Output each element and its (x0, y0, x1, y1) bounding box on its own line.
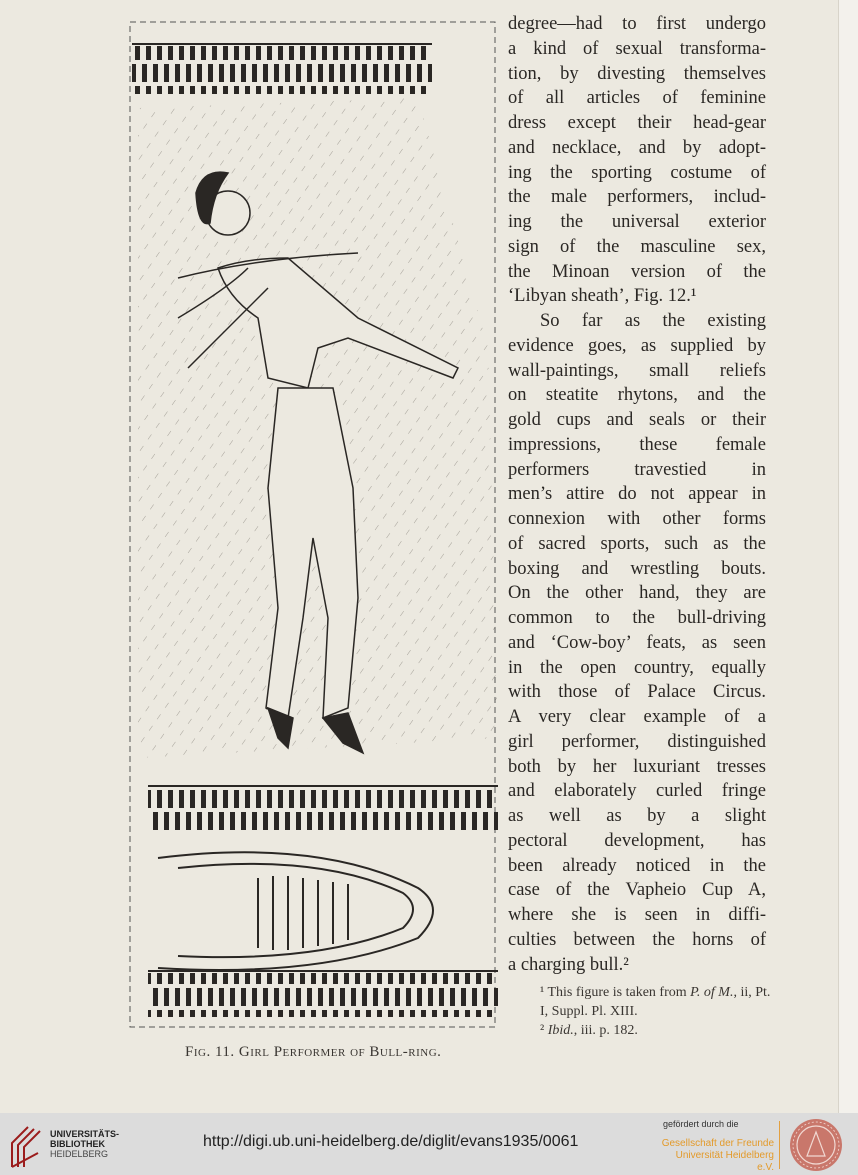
text-line: connexion with other forms (508, 509, 766, 529)
library-name-line: UNIVERSITÄTS- (50, 1129, 120, 1139)
body-text (508, 12, 766, 977)
footnote-text: , iii. p. 182. (573, 1023, 638, 1038)
footnote-ref: Ibid. (547, 1023, 574, 1038)
text-line: of sacred sports, such as the (508, 533, 766, 554)
sponsor-line: Gesellschaft der Freunde (661, 1138, 774, 1149)
text-line: ‘Libyan sheath’, Fig. 12.¹ (508, 286, 697, 307)
text-line: and elaborately curled fringe (508, 781, 766, 802)
text-line: where she is seen in diffi- (508, 905, 766, 925)
text-line: degree—had to first undergo (508, 14, 766, 34)
bottom-frieze (148, 973, 498, 1017)
top-frieze (132, 46, 432, 94)
text-line: boxing and wrestling bouts. (508, 558, 766, 579)
footnote-1 (528, 983, 778, 1021)
middle-frieze (148, 788, 498, 832)
footnote-marker: ² (540, 1023, 545, 1038)
text-line: a kind of sexual transforma- (508, 38, 766, 59)
text-line: ing the universal exterior (508, 212, 766, 232)
text-line: on steatite rhytons, and the (508, 385, 766, 406)
sponsor-line: Universität Heidelberg e.V. (675, 1150, 774, 1173)
footnote-marker: ¹ (540, 985, 545, 1000)
fresco-drawing (118, 18, 503, 1033)
university-library-logo-icon[interactable] (8, 1123, 44, 1169)
text-line: the male performers, includ- (508, 187, 766, 208)
footnotes (528, 983, 778, 1040)
text-line: gold cups and seals or their (508, 410, 766, 430)
text-line: a charging bull.² (508, 954, 629, 975)
footnote-text: , ii, Pt. I, Suppl. Pl. XIII. (540, 985, 771, 1019)
footnote-text: This figure is taken from (547, 985, 691, 1000)
footnote-ref: P. of M. (690, 985, 734, 1000)
text-line: both by her luxuriant tresses (508, 756, 766, 777)
text-line: impressions, these female (508, 434, 766, 455)
text-line: as well as by a slight (508, 806, 766, 826)
text-line: culties between the horns of (508, 929, 766, 950)
text-line: tion, by divesting themselves (508, 63, 766, 84)
text-line: in the open country, equally (508, 657, 766, 678)
footnote-2 (528, 1021, 778, 1040)
text-line: On the other hand, they are (508, 583, 766, 604)
library-name-line: BIBLIOTHEK (50, 1139, 105, 1149)
text-line: and ‘Cow-boy’ feats, as seen (508, 632, 766, 653)
text-line: common to the bull-driving (508, 608, 766, 628)
text-line: the Minoan version of the (508, 261, 766, 282)
sponsor-label: gefördert durch die (663, 1119, 739, 1129)
sponsor-name[interactable] (660, 1138, 774, 1174)
library-name-line: HEIDELBERG (50, 1149, 109, 1159)
text-line: performers travestied in (508, 459, 766, 480)
figure-illustration (118, 18, 503, 1033)
text-line: men’s attire do not appear in (508, 484, 766, 505)
university-seal-icon (789, 1118, 843, 1172)
text-line: of all articles of feminine (508, 88, 766, 109)
text-line: wall-paintings, small reliefs (508, 360, 766, 381)
text-line: and necklace, and by adopt- (508, 137, 766, 158)
text-line: been already noticed in the (508, 855, 766, 876)
divider (779, 1121, 780, 1169)
curved-panel-motif (158, 852, 433, 970)
text-line: sign of the masculine sex, (508, 236, 766, 257)
text-line: dress except their head-gear (508, 113, 766, 133)
text-line: ing the sporting costume of (508, 162, 766, 183)
text-line: pectoral development, has (508, 830, 766, 851)
text-line: girl performer, distinguished (508, 731, 766, 752)
text-line: A very clear example of a (508, 707, 766, 727)
text-line: So far as the existing (540, 311, 766, 331)
page-edge (838, 0, 858, 1113)
text-line: case of the Vapheio Cup A, (508, 880, 766, 901)
text-line: evidence goes, as supplied by (508, 335, 766, 356)
permalink-url[interactable]: http://digi.ub.uni-heidelberg.de/diglit/evans1935/0061 (203, 1133, 579, 1150)
text-line: with those of Palace Circus. (508, 682, 766, 703)
figure-caption: Fig. 11. Girl Performer of Bull-ring. (185, 1044, 442, 1060)
library-name[interactable] (50, 1129, 119, 1159)
footer-bar (0, 1113, 858, 1175)
